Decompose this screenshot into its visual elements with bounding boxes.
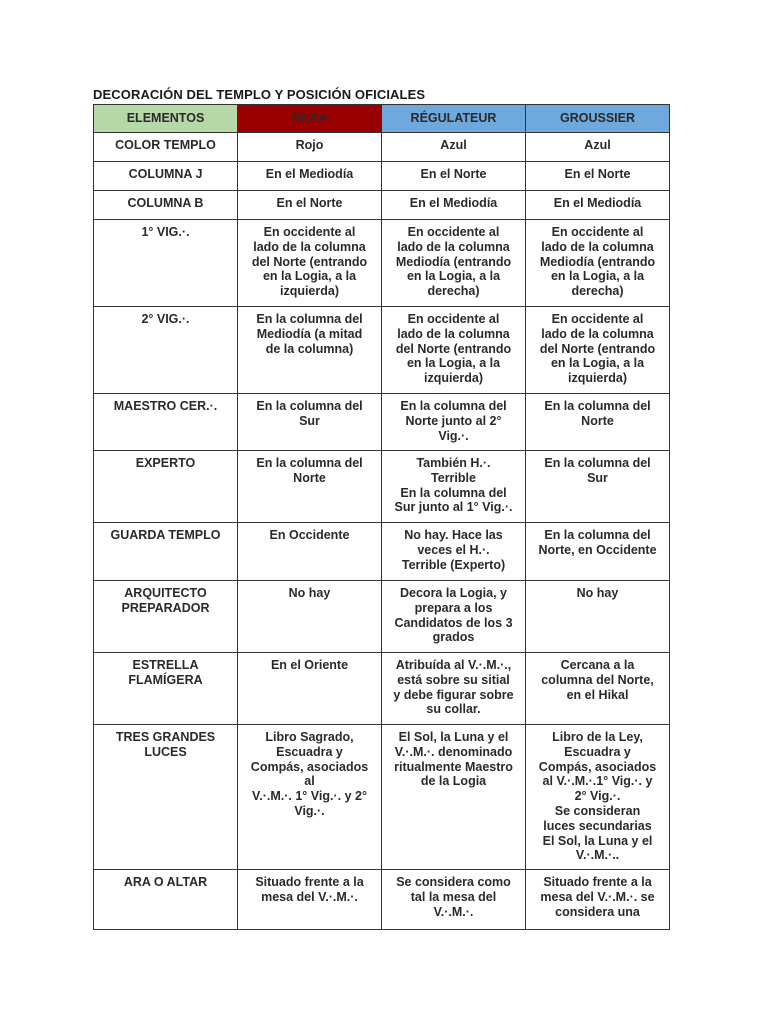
groussier-cell [526, 220, 670, 307]
groussier-cell [526, 307, 670, 394]
cell-text: No hay [288, 586, 331, 600]
cell-text: ESTRELLA FLAMÍGERA [128, 658, 203, 687]
cell-text: Se considera como tal la mesa del V.·.M.·. [396, 875, 511, 919]
header-groussier: GROUSSIER [526, 105, 670, 133]
groussier-cell [526, 451, 670, 523]
row-label [94, 162, 238, 191]
regulateur-cell [382, 523, 526, 581]
table-header-row [94, 105, 670, 133]
reaa-cell [238, 870, 382, 930]
cell-text: En el Mediodía [553, 196, 642, 210]
cell-text: El Sol, la Luna y el V.·.M.·. denominado ritualmente Maestro de la Logia [394, 730, 513, 789]
groussier-cell [526, 162, 670, 191]
cell-text: Situado frente a la mesa del V.·.M.·. [255, 875, 364, 904]
cell-text: EXPERTO [135, 456, 196, 470]
regulateur-cell [382, 133, 526, 162]
table-row [94, 581, 670, 653]
table-row [94, 307, 670, 394]
cell-text: MAESTRO CER.·. [113, 399, 218, 413]
table-body [94, 133, 670, 930]
table-row [94, 523, 670, 581]
comparison-table [93, 104, 670, 930]
reaa-cell [238, 581, 382, 653]
row-label [94, 133, 238, 162]
cell-text: En la columna del Norte junto al 2° Vig.·. [400, 399, 507, 443]
regulateur-cell [382, 191, 526, 220]
cell-text: TRES GRANDES LUCES [115, 730, 216, 759]
cell-text: No hay. Hace las veces el H.·. Terrible (Experto) [401, 528, 506, 572]
cell-text: Azul [584, 138, 611, 152]
regulateur-cell [382, 451, 526, 523]
cell-text: También H.·. Terrible En la columna del Sur junto al 1° Vig.·. [394, 456, 513, 515]
header-reaa: REAA [238, 105, 382, 133]
table-row [94, 870, 670, 930]
table-row [94, 394, 670, 451]
cell-text: Azul [440, 138, 467, 152]
regulateur-cell [382, 581, 526, 653]
row-label [94, 653, 238, 725]
table-row [94, 451, 670, 523]
row-label [94, 394, 238, 451]
reaa-cell [238, 191, 382, 220]
groussier-cell [526, 581, 670, 653]
row-label [94, 870, 238, 930]
header-regulateur: RÉGULATEUR [382, 105, 526, 133]
cell-text: En la columna del Norte [544, 399, 651, 428]
cell-text: En la columna del Sur [544, 456, 651, 485]
row-label [94, 191, 238, 220]
cell-text: ARA O ALTAR [123, 875, 208, 889]
regulateur-cell [382, 653, 526, 725]
cell-text: Rojo [295, 138, 324, 152]
regulateur-cell [382, 725, 526, 870]
cell-text: En occidente al lado de la columna Mediodía (entrando en la Logia, a la derecha) [395, 225, 512, 299]
cell-text: En occidente al lado de la columna del Norte (entrando en la Logia, a la izquierda) [251, 225, 368, 299]
page-title: DECORACIÓN DEL TEMPLO Y POSICIÓN OFICIALES [93, 87, 426, 102]
row-label [94, 307, 238, 394]
cell-text: Cercana a la columna del Norte, en el Hikal [541, 658, 654, 702]
cell-text: COLOR TEMPLO [115, 138, 216, 152]
row-label [94, 220, 238, 307]
cell-text: Atribuída al V.·.M.·., está sobre su sitial y debe figurar sobre su collar. [393, 658, 514, 717]
cell-text: En occidente al lado de la columna Mediodía (entrando en la Logia, a la derecha) [539, 225, 656, 299]
reaa-cell [238, 220, 382, 307]
table-row [94, 191, 670, 220]
reaa-cell [238, 133, 382, 162]
groussier-cell [526, 725, 670, 870]
groussier-cell [526, 523, 670, 581]
cell-text: Situado frente a la mesa del V.·.M.·. se considera una [540, 875, 655, 919]
reaa-cell [238, 451, 382, 523]
cell-text: GUARDA TEMPLO [110, 528, 221, 542]
row-label [94, 581, 238, 653]
cell-text: En la columna del Norte, en Occidente [538, 528, 657, 557]
cell-text: En el Norte [564, 167, 631, 181]
row-label [94, 523, 238, 581]
table-row [94, 725, 670, 870]
cell-text: ARQUITECTO PREPARADOR [121, 586, 210, 615]
regulateur-cell [382, 307, 526, 394]
header-elementos: ELEMENTOS [94, 105, 238, 133]
reaa-cell [238, 307, 382, 394]
cell-text: En la columna del Norte [256, 456, 363, 485]
cell-text: En la columna del Mediodía (a mitad de la columna) [256, 312, 363, 356]
cell-text: COLUMNA B [127, 196, 204, 210]
regulateur-cell [382, 394, 526, 451]
cell-text: Libro de la Ley, Escuadra y Compás, asociados al V.·.M.·.1° Vig.·. y 2° Vig.·. Se consideran luces secundarias El Sol, la Luna y el V.·.M.·.. [538, 730, 657, 863]
cell-text: COLUMNA J [128, 167, 203, 181]
regulateur-cell [382, 870, 526, 930]
regulateur-cell [382, 162, 526, 191]
cell-text: En occidente al lado de la columna del Norte (entrando en la Logia, a la izquierda) [539, 312, 656, 386]
reaa-cell [238, 653, 382, 725]
cell-text: En occidente al lado de la columna del Norte (entrando en la Logia, a la izquierda) [395, 312, 512, 386]
regulateur-cell [382, 220, 526, 307]
cell-text: En el Mediodía [265, 167, 354, 181]
cell-text: Libro Sagrado, Escuadra y Compás, asociados al V.·.M.·. 1° Vig.·. y 2° Vig.·. [250, 730, 369, 818]
cell-text: En el Mediodía [409, 196, 498, 210]
cell-text: En el Norte [276, 196, 343, 210]
reaa-cell [238, 394, 382, 451]
cell-text: Decora la Logia, y prepara a los Candidatos de los 3 grados [394, 586, 513, 645]
reaa-cell [238, 162, 382, 191]
cell-text: En la columna del Sur [256, 399, 363, 428]
cell-text: 1° VIG.·. [141, 225, 190, 239]
groussier-cell [526, 133, 670, 162]
cell-text: No hay [576, 586, 619, 600]
cell-text: En Occidente [269, 528, 350, 542]
groussier-cell [526, 394, 670, 451]
table-row [94, 220, 670, 307]
groussier-cell [526, 191, 670, 220]
reaa-cell [238, 523, 382, 581]
row-label [94, 451, 238, 523]
cell-text: 2° VIG.·. [141, 312, 190, 326]
table-row [94, 162, 670, 191]
row-label [94, 725, 238, 870]
table-row [94, 133, 670, 162]
table-row [94, 653, 670, 725]
cell-text: En el Oriente [270, 658, 349, 672]
groussier-cell [526, 870, 670, 930]
cell-text: En el Norte [420, 167, 487, 181]
reaa-cell [238, 725, 382, 870]
groussier-cell [526, 653, 670, 725]
